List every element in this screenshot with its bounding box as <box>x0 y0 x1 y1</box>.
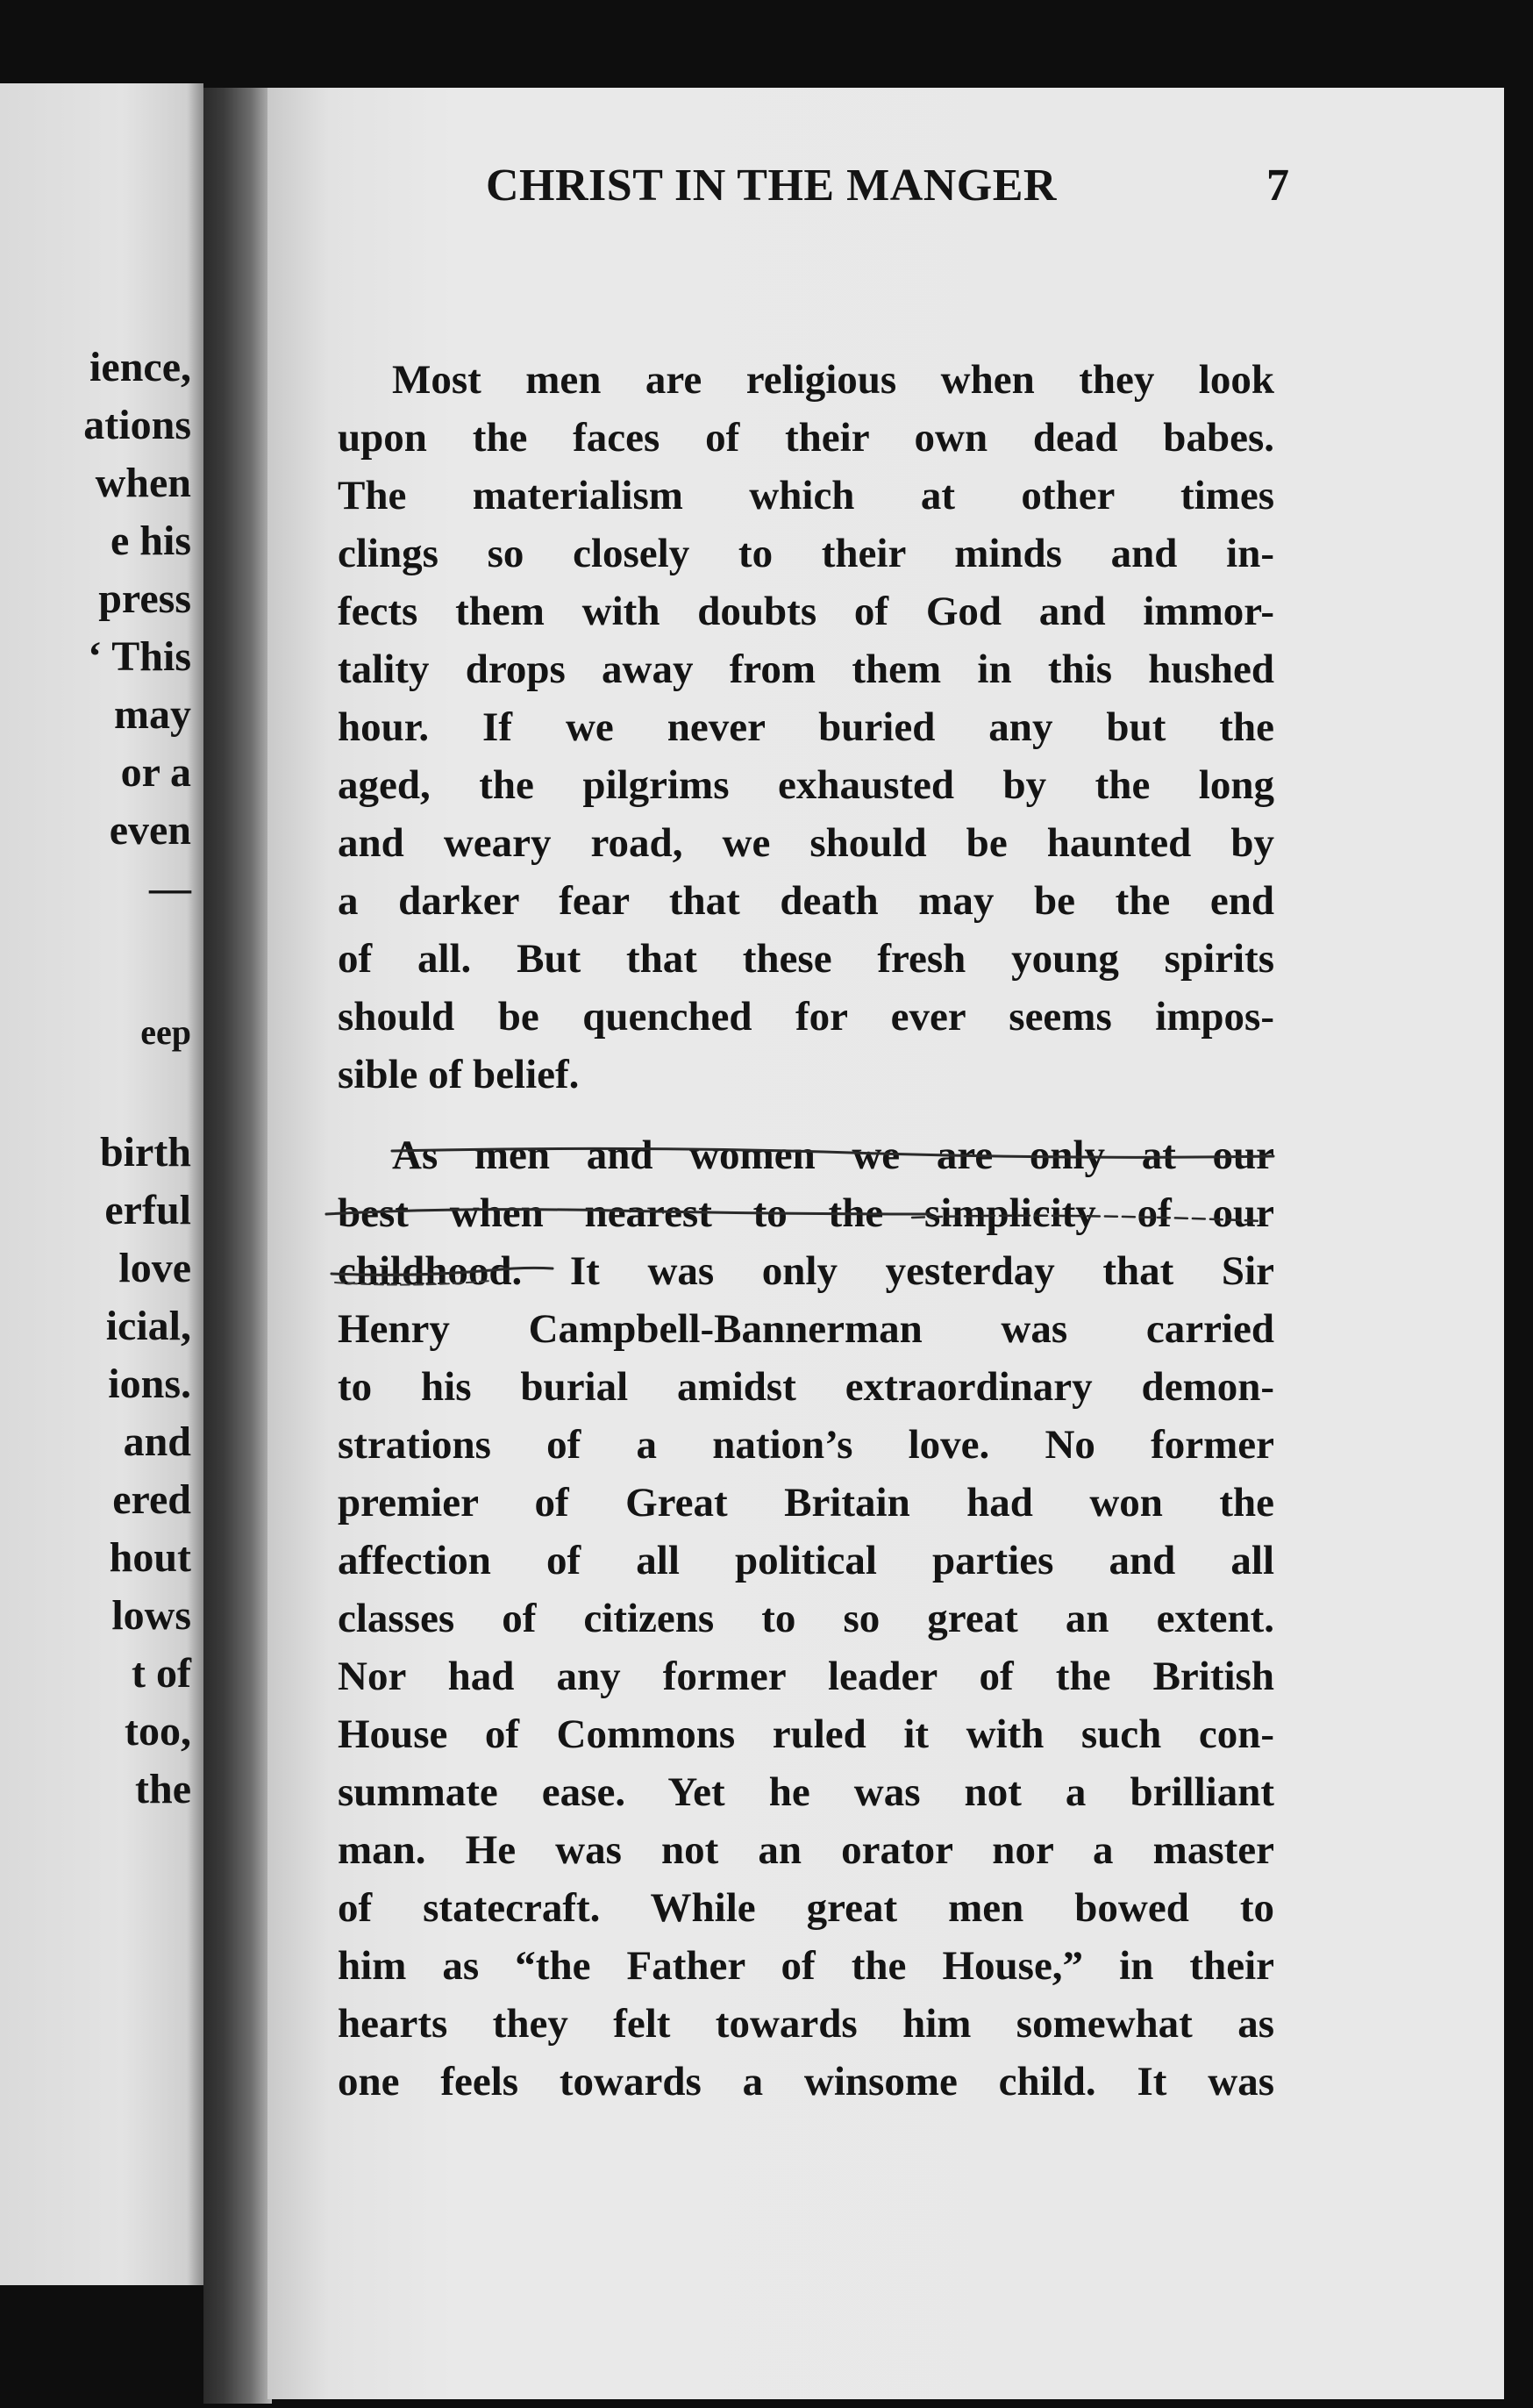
body-text <box>338 351 1274 2111</box>
left-page-line: e his <box>110 518 191 564</box>
left-page-line: t of <box>132 1650 191 1697</box>
text-line: a darker fear that death may be the end <box>338 878 1274 924</box>
left-page-line: love <box>118 1245 191 1291</box>
text-line: summate ease. Yet he was not a brilliant <box>338 1769 1274 1815</box>
left-page-line: may <box>114 691 191 738</box>
left-page-line: or a <box>120 749 191 796</box>
left-page-line: press <box>98 575 191 622</box>
left-page <box>0 83 203 2285</box>
text-line: aged, the pilgrims exhausted by the long <box>338 762 1274 808</box>
left-page-line: ‘ This <box>88 633 191 680</box>
text-line: best when nearest to the simplicity of our <box>338 1190 1274 1236</box>
text-line: premier of Great Britain had won the <box>338 1480 1274 1526</box>
left-page-line: eep <box>140 1012 191 1052</box>
left-page-line: the <box>135 1766 191 1812</box>
paragraph <box>338 351 1274 1104</box>
text-line: childhood. It was only yesterday that Sir <box>338 1248 1274 1294</box>
left-page-line: even <box>109 807 191 854</box>
text-line: hearts they felt towards him somewhat as <box>338 2001 1274 2047</box>
text-line: man. He was not an orator nor a master <box>338 1827 1274 1873</box>
text-line: As men and women we are only at our <box>392 1133 1274 1178</box>
left-page-line: ions. <box>108 1361 191 1407</box>
left-page-line: and <box>123 1418 191 1465</box>
text-line: classes of citizens to so great an extent. <box>338 1596 1274 1641</box>
text-line: of statecraft. While great men bowed to <box>338 1885 1274 1931</box>
left-page-line: — <box>149 865 191 911</box>
left-page-line: icial, <box>105 1303 191 1349</box>
left-page-line: hout <box>109 1534 191 1581</box>
text-line: House of Commons ruled it with such con- <box>338 1711 1274 1757</box>
text-line: upon the faces of their own dead babes. <box>338 415 1274 461</box>
text-line: sible of belief. <box>338 1052 580 1097</box>
left-page-line: birth <box>99 1129 191 1175</box>
text-line: hour. If we never buried any but the <box>338 704 1274 750</box>
left-page-line: erful <box>104 1187 191 1233</box>
text-line: of all. But that these fresh young spirits <box>338 936 1274 982</box>
text-line: clings so closely to their minds and in- <box>338 531 1274 576</box>
text-line: Most men are religious when they look <box>392 357 1274 403</box>
text-line: tality drops away from them in this hushed <box>338 647 1274 692</box>
left-page-line: ience, <box>89 344 191 390</box>
page-number: 7 <box>1266 161 1289 211</box>
text-line: to his burial amidst extraordinary demon- <box>338 1364 1274 1410</box>
text-line: and weary road, we should be haunted by <box>338 820 1274 866</box>
running-title: CHRIST IN THE MANGER <box>486 161 1057 211</box>
text-line: one feels towards a winsome child. It was <box>338 2059 1274 2104</box>
page-header <box>221 160 1289 212</box>
text-line: strations of a nation’s love. No former <box>338 1422 1274 1468</box>
left-page-line: ations <box>83 402 191 448</box>
paragraph <box>338 1126 1274 2111</box>
text-line: him as “the Father of the House,” in their <box>338 1943 1274 1989</box>
left-page-line: when <box>95 460 191 506</box>
book-gutter <box>203 88 272 2404</box>
text-line: affection of all political parties and all <box>338 1538 1274 1583</box>
left-page-line: ered <box>112 1476 191 1523</box>
text-line: Nor had any former leader of the British <box>338 1654 1274 1699</box>
text-line: should be quenched for ever seems impos- <box>338 994 1274 1040</box>
text-line: The materialism which at other times <box>338 473 1274 518</box>
text-line: Henry Campbell-Bannerman was carried <box>338 1306 1274 1352</box>
text-line: fects them with doubts of God and immor- <box>338 589 1274 634</box>
left-page-line: too, <box>125 1708 191 1754</box>
paragraph-spacer <box>338 1104 1274 1126</box>
left-page-line: lows <box>111 1592 191 1639</box>
